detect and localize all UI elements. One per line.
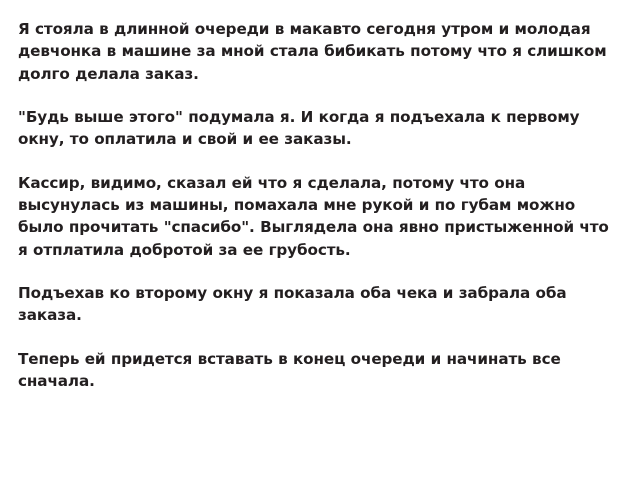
paragraph-2: "Будь выше этого" подумала я. И когда я подъехала к первому окну, то оплатила и свой и ее заказы.	[18, 108, 580, 149]
paragraph-4: Подъехав ко второму окну я показала оба чека и забрала оба заказа.	[18, 284, 567, 325]
paragraph-5: Теперь ей придется вставать в конец очереди и начинать все сначала.	[18, 349, 561, 391]
paragraph-1: Я стояла в длинной очереди в макавто сегодня утром и молодая девчонка в машине за мной стала бибикать потому что я слишком долго делала заказ.	[18, 20, 607, 83]
paragraph-3: Кассир, видимо, сказал ей что я сделала, потому что она высунулась из машины, помахала мне рукой и по губам можно было прочитать "спасибо". Выглядела она явно пристыженной что я отплатила добротой за ее грубость.	[18, 173, 609, 259]
story-text-block	[18, 18, 614, 392]
